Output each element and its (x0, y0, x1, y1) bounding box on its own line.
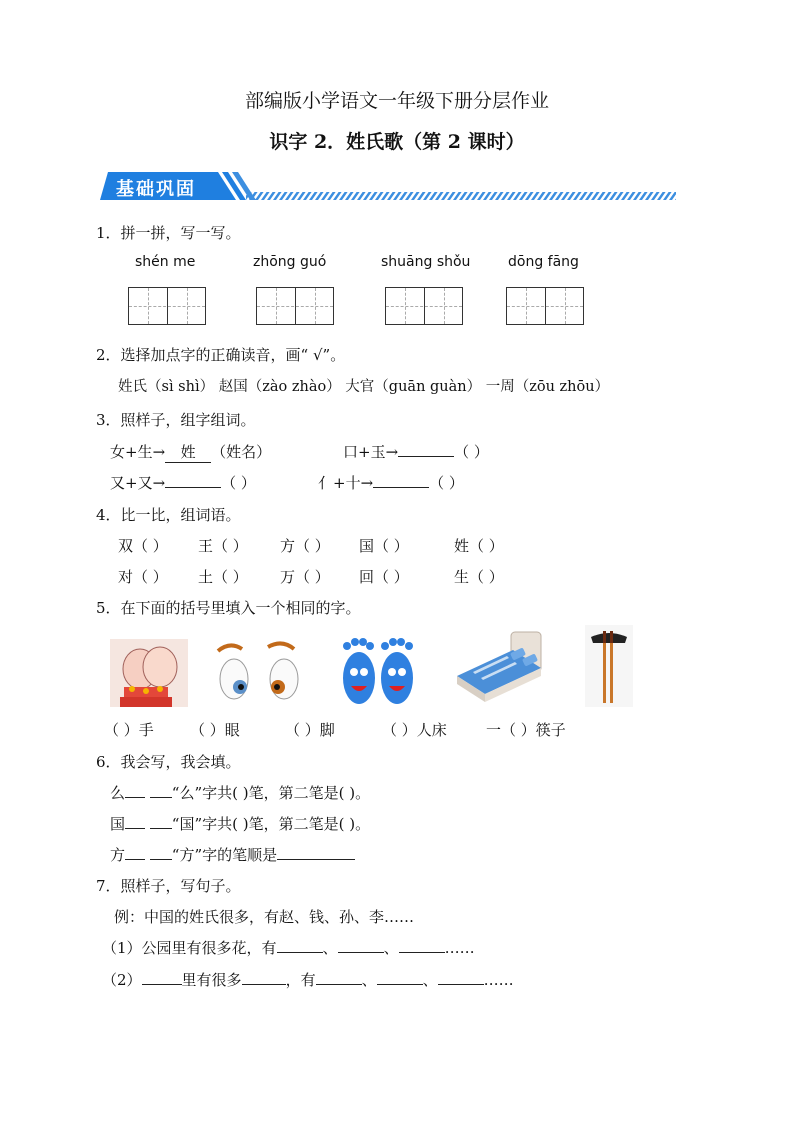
q6-char: 么 (110, 784, 126, 802)
feet-picture (337, 634, 419, 708)
q5-label-chopsticks[interactable]: 一（ ）筷子 (486, 721, 566, 739)
answer-blank[interactable] (438, 970, 484, 985)
pinyin-3: shuāng shǒu (381, 254, 471, 270)
writing-blank[interactable] (125, 814, 145, 829)
q6-char: 国 (110, 815, 126, 833)
q3-formula: 口+玉→ (343, 443, 399, 461)
answer-blank[interactable] (338, 938, 384, 953)
q7-text: 里有很多 (181, 971, 242, 989)
writing-grid-3[interactable] (385, 287, 463, 325)
answer-paren[interactable]: （ ） (454, 443, 489, 461)
q7-example: 例：中国的姓氏很多，有赵、钱、孙、李…… (114, 908, 415, 926)
hands-picture (110, 639, 188, 707)
bed-picture (453, 628, 545, 708)
q3-example-word: （姓名） (211, 443, 272, 461)
q5-label-hands[interactable]: （ ）手 (104, 721, 154, 739)
q5-label-feet[interactable]: （ ）脚 (285, 721, 335, 739)
q6-text: “么”字共( )笔，第二笔是( )。 (171, 784, 371, 802)
q3-example-formula: 女+生→ (110, 443, 166, 461)
ellipsis: …… (483, 971, 514, 989)
q4-item[interactable]: 方（ ） (280, 537, 330, 555)
answer-blank[interactable] (398, 442, 454, 457)
separator: 、 (361, 971, 377, 989)
q4-item[interactable]: 回（ ） (359, 568, 409, 586)
answer-blank[interactable] (399, 938, 445, 953)
q4-item[interactable]: 国（ ） (359, 537, 409, 555)
writing-grid-2[interactable] (256, 287, 334, 325)
q3-row1-example (110, 441, 271, 463)
question-2-options: 姓氏（sì shì） 赵国（zào zhào） 大官（guān guàn） 一周（zōu zhōu） (118, 379, 610, 395)
answer-blank[interactable] (316, 970, 362, 985)
q3-row1-item (343, 441, 489, 462)
answer-paren[interactable]: （ ） (429, 474, 464, 492)
question-3-title: 3．照样子，组字组词。 (96, 411, 256, 429)
q7-prefix: （1）公园里有很多花，有 (102, 939, 277, 957)
q6-text: “国”字共( )笔，第二笔是( )。 (171, 815, 371, 833)
answer-blank[interactable] (165, 473, 221, 488)
ellipsis: …… (444, 939, 475, 957)
question-1-title: 1．拼一拼，写一写。 (96, 224, 241, 242)
q4-item[interactable]: 姓（ ） (454, 537, 504, 555)
q7-line-1 (102, 937, 475, 958)
q4-item[interactable]: 对（ ） (118, 568, 168, 586)
q6-line-1 (110, 782, 370, 803)
eyes-picture (210, 637, 310, 707)
q5-label-eyes[interactable]: （ ）眼 (190, 721, 240, 739)
answer-paren[interactable]: （ ） (221, 474, 256, 492)
question-7-title: 7．照样子，写句子。 (96, 877, 241, 895)
writing-blank[interactable] (150, 783, 172, 798)
q4-item[interactable]: 双（ ） (118, 537, 168, 555)
q7-prefix: （2） (102, 971, 142, 989)
writing-blank[interactable] (125, 783, 145, 798)
q6-line-3 (110, 844, 355, 865)
q7-line-2 (102, 969, 514, 990)
pinyin-2: zhōng guó (253, 254, 327, 270)
lesson-title: 识字 2．姓氏歌（第 2 课时） (269, 131, 525, 153)
q5-label-bed[interactable]: （ ）人床 (382, 721, 447, 739)
answer-blank[interactable] (142, 970, 182, 985)
q3-row2-item-b (318, 472, 464, 493)
writing-blank[interactable] (125, 845, 145, 860)
answer-blank[interactable] (373, 473, 429, 488)
q4-item[interactable]: 生（ ） (454, 568, 504, 586)
writing-blank[interactable] (150, 845, 172, 860)
answer-blank[interactable] (242, 970, 286, 985)
q3-row2-item-a (110, 472, 256, 493)
q3-formula: 亻+十→ (318, 474, 374, 492)
page-title: 部编版小学语文一年级下册分层作业 (244, 90, 549, 112)
section-banner (96, 170, 676, 204)
answer-blank[interactable] (277, 938, 323, 953)
q4-item[interactable]: 王（ ） (198, 537, 248, 555)
q6-char: 方 (110, 846, 126, 864)
question-2-title: 2．选择加点字的正确读音，画“ √”。 (96, 346, 346, 364)
writing-grid-4[interactable] (506, 287, 584, 325)
writing-grid-1[interactable] (128, 287, 206, 325)
q3-example-answer: 姓 (165, 441, 211, 463)
q4-item[interactable]: 土（ ） (198, 568, 248, 586)
chopsticks-picture (585, 625, 633, 707)
writing-blank[interactable] (150, 814, 172, 829)
separator: 、 (422, 971, 438, 989)
separator: 、 (322, 939, 338, 957)
q6-line-2 (110, 813, 370, 834)
q7-text: ，有 (285, 971, 316, 989)
question-4-title: 4．比一比，组词语。 (96, 506, 241, 524)
separator: 、 (383, 939, 399, 957)
answer-blank[interactable] (377, 970, 423, 985)
pinyin-4: dōng fāng (508, 254, 579, 270)
section-banner-label: 基础巩固 (116, 179, 196, 200)
question-6-title: 6．我会写，我会填。 (96, 753, 241, 771)
question-5-title: 5．在下面的括号里填入一个相同的字。 (96, 599, 361, 617)
q4-item[interactable]: 万（ ） (280, 568, 330, 586)
q6-text: “方”字的笔顺是 (171, 846, 278, 864)
pinyin-1: shén me (135, 254, 196, 270)
stroke-order-blank[interactable] (277, 845, 355, 860)
q3-formula: 又+又→ (110, 474, 166, 492)
